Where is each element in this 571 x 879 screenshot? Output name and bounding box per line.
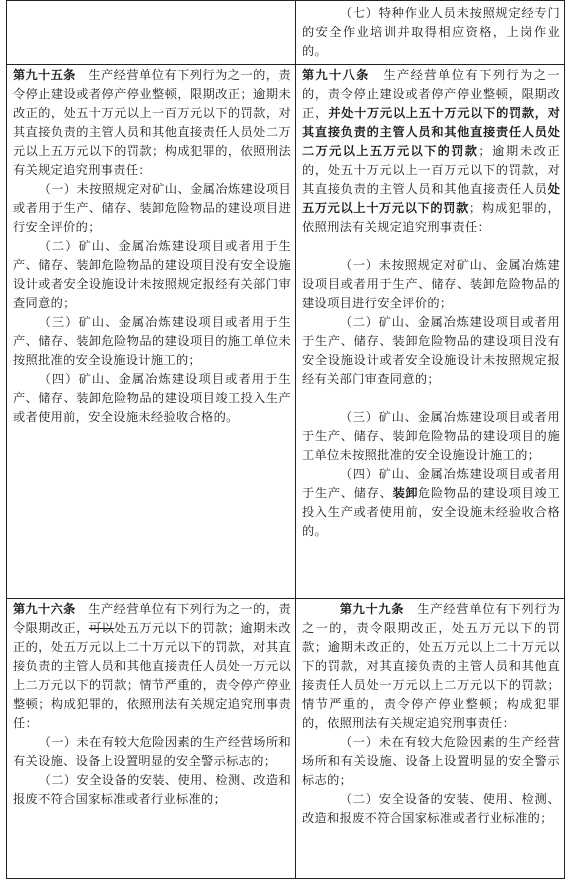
new-text-cell xyxy=(296,1,565,65)
article-intro-cont: 处五万元以下的罚款；逾期未改正的，处五万元以上二十万元以下的罚款，对其直接负责的主管人员和其他直接责任人员处一万元以上二万元以下的罚款；情节严重的，责令停产停业整顿；构成犯罪的，依照刑法有关规定追究刑事责任： xyxy=(13,621,291,730)
clause-item xyxy=(302,465,560,541)
clause-item: （二）矿山、金属冶炼建设项目或者用于生产、储存、装卸危险物品的建设项目没有安全设施设计或者安全设施设计未按照规定报经有关部门审查同意的； xyxy=(13,239,291,310)
clause-item: （四）矿山、金属冶炼建设项目或者用于生产、储存、装卸危险物品的建设项目竣工投入生产或者使用前，安全设施未经验收合格的。 xyxy=(13,372,291,424)
amended-text: 处五万元以上十万元以下的罚款 xyxy=(302,182,560,215)
old-text-cell xyxy=(7,599,296,879)
clause-text: （四）矿山、金属冶炼建设项目或者用于生产、储存、 xyxy=(302,467,560,500)
article-intro-cont: ；逾期未改正的，处五十万元以上一百万元以下的罚款，对其直接负责的主管人员和其他直接责任人员 xyxy=(302,144,560,196)
clause-item: （七）特种作业人员未按照规定经专门的安全作业培训并取得相应资格，上岗作业的。 xyxy=(302,6,560,58)
old-text-cell-empty xyxy=(7,1,296,65)
amended-text: 装卸 xyxy=(392,486,419,500)
new-text-cell xyxy=(296,599,565,879)
article-intro: 生产经营单位有下列行为之一的，责令停止建设或者停产停业整顿，限期改正， xyxy=(302,68,560,120)
article-number: 第九十六条 xyxy=(13,602,76,616)
article-paragraph xyxy=(302,600,560,733)
clause-item: （一）未在有较大危险因素的生产经营场所和有关设施、设备上设置明显的安全警示标志的； xyxy=(13,735,291,768)
article-paragraph xyxy=(13,600,291,733)
old-text-cell xyxy=(7,65,296,599)
clause-item: （一）未按照规定对矿山、金属冶炼建设项目或者用于生产、储存、装卸危险物品的建设项目进行安全评价的； xyxy=(13,182,291,234)
article-number: 第九十五条 xyxy=(13,68,76,82)
clause-item: （二）安全设备的安装、使用、检测、改造和报废不符合国家标准或者行业标准的； xyxy=(302,792,560,825)
article-paragraph xyxy=(302,66,560,237)
clause-item: （二）矿山、金属冶炼建设项目或者用于生产、储存、装卸危险物品的建设项目没有安全设施设计或者安全设施设计未按照规定报经有关部门审查同意的； xyxy=(302,315,560,386)
clause-item: （三）矿山、金属冶炼建设项目或者用于生产、储存、装卸危险物品的建设项目的施工单位未按照批准的安全设施设计施工的； xyxy=(13,315,291,367)
article-intro: 生产经营单位有下列行为之一的，责令限期改正， xyxy=(13,602,292,635)
article-intro: 生产经营单位有下列行为之一的，责令停止建设或者停产停业整顿，限期改正；逾期未改正的，处五十万元以上一百万元以下的罚款，对其直接负责的主管人员和其他直接责任人员处二万元以上五万元以下的罚款；构成犯罪的，依照刑法有关规定追究刑事责任： xyxy=(13,68,292,177)
clause-text: 危险物品的建设项目竣工投入生产或者使用前，安全设施未经验收合格的。 xyxy=(302,486,560,538)
table-row xyxy=(7,65,565,599)
new-text-cell xyxy=(296,65,565,599)
article-number: 第九十八条 xyxy=(302,68,370,82)
table-row xyxy=(7,1,565,65)
clause-item: （三）矿山、金属冶炼建设项目或者用于生产、储存、装卸危险物品的建设项目的施工单位未按照批准的安全设施设计施工的； xyxy=(302,410,560,462)
amended-text: 并处十万元以上五十万元以下的罚款，对其直接负责的主管人员和其他直接责任人员处二万元以上五万元以下的罚款 xyxy=(302,106,560,158)
article-intro: 生产经营单位有下列行为之一的，责令限期改正，处五万元以下的罚款；逾期未改正的，处五万元以上二十万元以下的罚款，对其直接负责的主管人员和其他直接责任人员处一万元以上二万元以下的罚款；情节严重的，责令停产停业整顿；构成犯罪的，依照刑法有关规定追究刑事责任： xyxy=(302,602,560,730)
article-paragraph xyxy=(13,66,291,180)
article-intro-end: ；构成犯罪的，依照刑法有关规定追究刑事责任： xyxy=(302,201,560,234)
clause-item: （一）未在有较大危险因素的生产经营场所和有关设施、设备上设置明显的安全警示标志的； xyxy=(302,735,560,787)
article-number: 第九十九条 xyxy=(339,602,405,616)
clause-item: （一）未按照规定对矿山、金属冶炼建设项目或者用于生产、储存、装卸危险物品的建设项目进行安全评价的； xyxy=(302,258,560,310)
comparison-table xyxy=(6,0,565,879)
table-row xyxy=(7,599,565,879)
deleted-text: 可以 xyxy=(88,621,115,635)
clause-item: （二）安全设备的安装、使用、检测、改造和报废不符合国家标准或者行业标准的； xyxy=(13,773,291,806)
